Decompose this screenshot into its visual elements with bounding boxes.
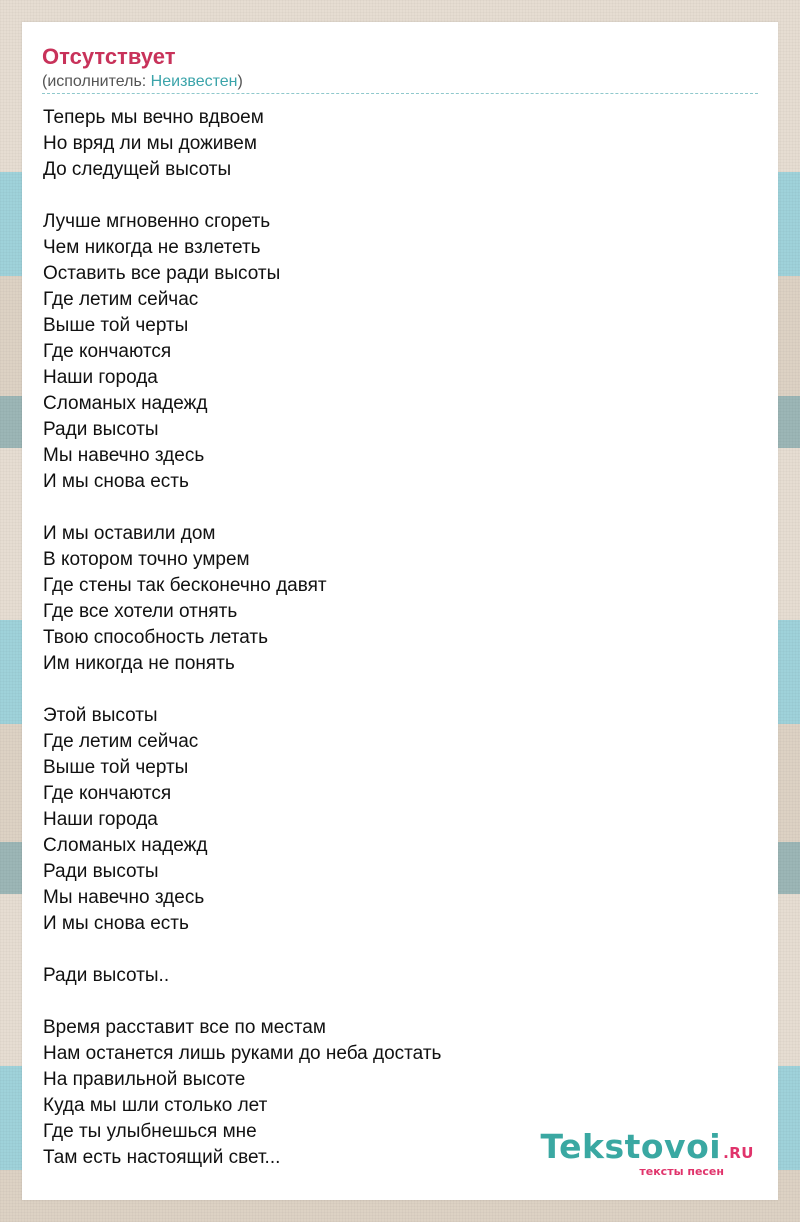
lyrics-card [22,22,778,1200]
logo-wordmark [540,1127,754,1169]
artist-suffix: ) [237,73,243,90]
logo-name: Tekstovoi [540,1127,722,1166]
logo-tld: .RU [723,1144,754,1162]
artist-line [42,72,243,92]
logo-tagline: тексты песен [639,1165,724,1178]
artist-prefix: (исполнитель: [42,73,151,90]
site-logo[interactable] [540,1127,754,1178]
header-divider [42,93,758,94]
lyrics-text: Теперь мы вечно вдвоем Но вряд ли мы доживем До следущей высоты Лучше мгновенно сгореть Чем никогда не взлететь Оставить все ради высоты Где летим сейчас Выше той черты Где кончаются Наши города Сломаных надежд Ради высоты Мы навечно здесь И мы снова есть И мы оставили дом В котором точно умрем Где стены так бесконечно давят Где все хотели отнять Твою способность летать Им никогда не понять Этой высоты Где летим сейчас Выше той черты Где кончаются Наши города Сломаных надежд Ради высоты Мы навечно здесь И мы снова есть Ради высоты.. Время расставит все по местам Нам останется лишь руками до неба достать На правильной высоте Куда мы шли столько лет Где ты улыбнешься мне Там есть настоящий свет... [43,107,442,1168]
song-title: Отсутствует [42,44,176,69]
artist-name[interactable]: Неизвестен [150,73,238,90]
